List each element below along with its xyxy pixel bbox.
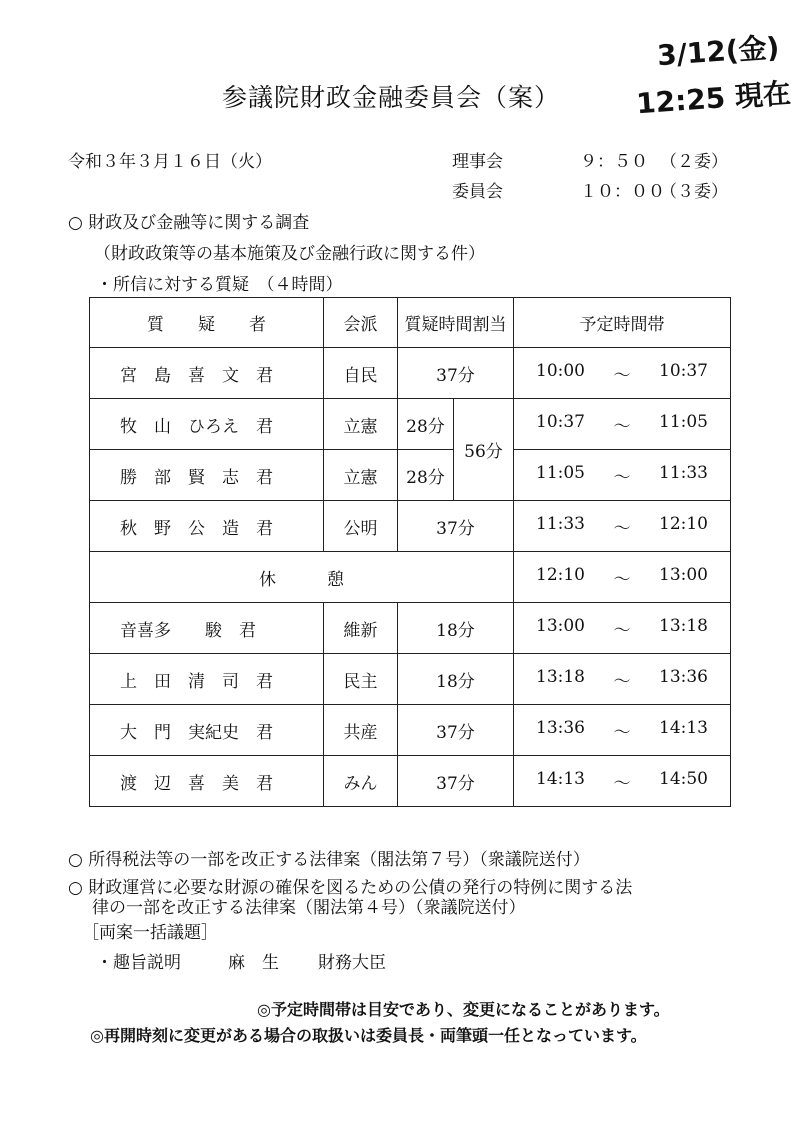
tilde: ～	[613, 773, 631, 794]
tilde: ～	[613, 467, 631, 488]
start-time: 13:18	[536, 666, 585, 687]
party: 共産	[324, 705, 398, 756]
agenda-subitem: ・所信に対する質疑 （４時間）	[96, 275, 343, 295]
timeslot	[514, 654, 731, 705]
start-time: 11:33	[536, 513, 585, 534]
agenda-item-bill-4-cont: 律の一部を改正する法律案（閣法第４号）（衆議院送付）	[92, 898, 526, 918]
start-time: 10:00	[536, 360, 585, 381]
allocation: 37分	[398, 348, 514, 399]
timeslot	[514, 756, 731, 807]
timeslot	[514, 399, 731, 450]
allocation: 28分	[398, 450, 454, 501]
notice-1: ◎予定時間帯は目安であり、変更になることがあります。	[257, 1000, 670, 1019]
party: みん	[324, 756, 398, 807]
questioner-name: 音喜多 駿 君	[90, 603, 324, 654]
timeslot	[514, 348, 731, 399]
party: 自民	[324, 348, 398, 399]
allocation: 37分	[398, 756, 514, 807]
speaker-title: 財務大臣	[318, 953, 386, 973]
tilde: ～	[613, 671, 631, 692]
tilde: ～	[613, 365, 631, 386]
table-row	[90, 603, 731, 654]
allocation: 37分	[398, 501, 514, 552]
end-time: 10:37	[659, 360, 708, 381]
allocation: 37分	[398, 705, 514, 756]
notice-2: ◎再開時刻に変更がある場合の取扱いは委員長・両筆頭一任となっています。	[90, 1026, 647, 1045]
end-time: 13:36	[659, 666, 708, 687]
start-time: 13:36	[536, 717, 585, 738]
handwritten-date: 3/12(金)	[656, 30, 781, 73]
end-time: 14:13	[659, 717, 708, 738]
table-row	[90, 399, 731, 450]
party: 公明	[324, 501, 398, 552]
questioner-name: 大 門 実紀史 君	[90, 705, 324, 756]
start-time: 14:13	[536, 768, 585, 789]
timeslot	[514, 450, 731, 501]
table-row	[90, 756, 731, 807]
break-label: 休 憩	[90, 552, 514, 603]
end-time: 14:50	[659, 768, 708, 789]
schedule-room: （２委）	[660, 152, 728, 172]
table-row	[90, 450, 731, 501]
break-row	[90, 552, 731, 603]
tilde: ～	[613, 569, 631, 590]
end-time: 13:00	[659, 564, 708, 585]
start-time: 12:10	[536, 564, 585, 585]
schedule-label: 委員会	[452, 182, 503, 202]
party: 立憲	[324, 450, 398, 501]
allocation: 28分	[398, 399, 454, 450]
agenda-item: ○ 財政及び金融等に関する調査	[68, 213, 310, 233]
questioner-name: 勝 部 賢 志 君	[90, 450, 324, 501]
header-timeslot: 予定時間帯	[514, 298, 731, 348]
table-row	[90, 705, 731, 756]
party: 立憲	[324, 399, 398, 450]
schedule-time: １０：００	[580, 182, 665, 202]
start-time: 13:00	[536, 615, 585, 636]
allocation: 18分	[398, 654, 514, 705]
party: 維新	[324, 603, 398, 654]
table-header-row	[90, 298, 731, 348]
tilde: ～	[613, 620, 631, 641]
question-schedule-table	[89, 297, 731, 807]
table-row	[90, 348, 731, 399]
joint-agenda-label: ［両案一括議題］	[82, 923, 218, 943]
questioner-name: 宮 島 喜 文 君	[90, 348, 324, 399]
speaker-surname: 麻 生	[228, 953, 279, 973]
explanation-label: ・趣旨説明	[96, 953, 181, 973]
table-row	[90, 501, 731, 552]
questioner-name: 上 田 清 司 君	[90, 654, 324, 705]
allocation: 18分	[398, 603, 514, 654]
timeslot	[514, 501, 731, 552]
end-time: 12:10	[659, 513, 708, 534]
agenda-subtitle: （財政政策等の基本施策及び金融行政に関する件）	[94, 244, 485, 264]
start-time: 10:37	[536, 411, 585, 432]
page-title: 参議院財政金融委員会（案）	[222, 83, 561, 112]
header-questioner: 質 疑 者	[90, 298, 324, 348]
meeting-date: 令和３年３月１６日（火）	[68, 152, 272, 172]
questioner-name: 渡 辺 喜 美 君	[90, 756, 324, 807]
tilde: ～	[613, 518, 631, 539]
timeslot	[514, 552, 731, 603]
agenda-item-bill-7: ○ 所得税法等の一部を改正する法律案（閣法第７号）（衆議院送付）	[68, 850, 590, 870]
combined-allocation: 56分	[454, 399, 514, 501]
timeslot	[514, 705, 731, 756]
schedule-label: 理事会	[452, 152, 503, 172]
end-time: 11:33	[659, 462, 708, 483]
start-time: 11:05	[536, 462, 585, 483]
party: 民主	[324, 654, 398, 705]
header-allocation: 質疑時間割当	[398, 298, 514, 348]
tilde: ～	[613, 416, 631, 437]
questioner-name: 秋 野 公 造 君	[90, 501, 324, 552]
tilde: ～	[613, 722, 631, 743]
schedule-room: （３委）	[660, 182, 728, 202]
questioner-name: 牧 山 ひろえ 君	[90, 399, 324, 450]
end-time: 11:05	[659, 411, 708, 432]
schedule-time: ９：５０	[580, 152, 648, 172]
header-party: 会派	[324, 298, 398, 348]
table-row	[90, 654, 731, 705]
end-time: 13:18	[659, 615, 708, 636]
agenda-item-bill-4: ○ 財政運営に必要な財源の確保を図るための公債の発行の特例に関する法	[68, 878, 633, 898]
timeslot	[514, 603, 731, 654]
handwritten-time: 12:25 現在	[635, 76, 792, 121]
